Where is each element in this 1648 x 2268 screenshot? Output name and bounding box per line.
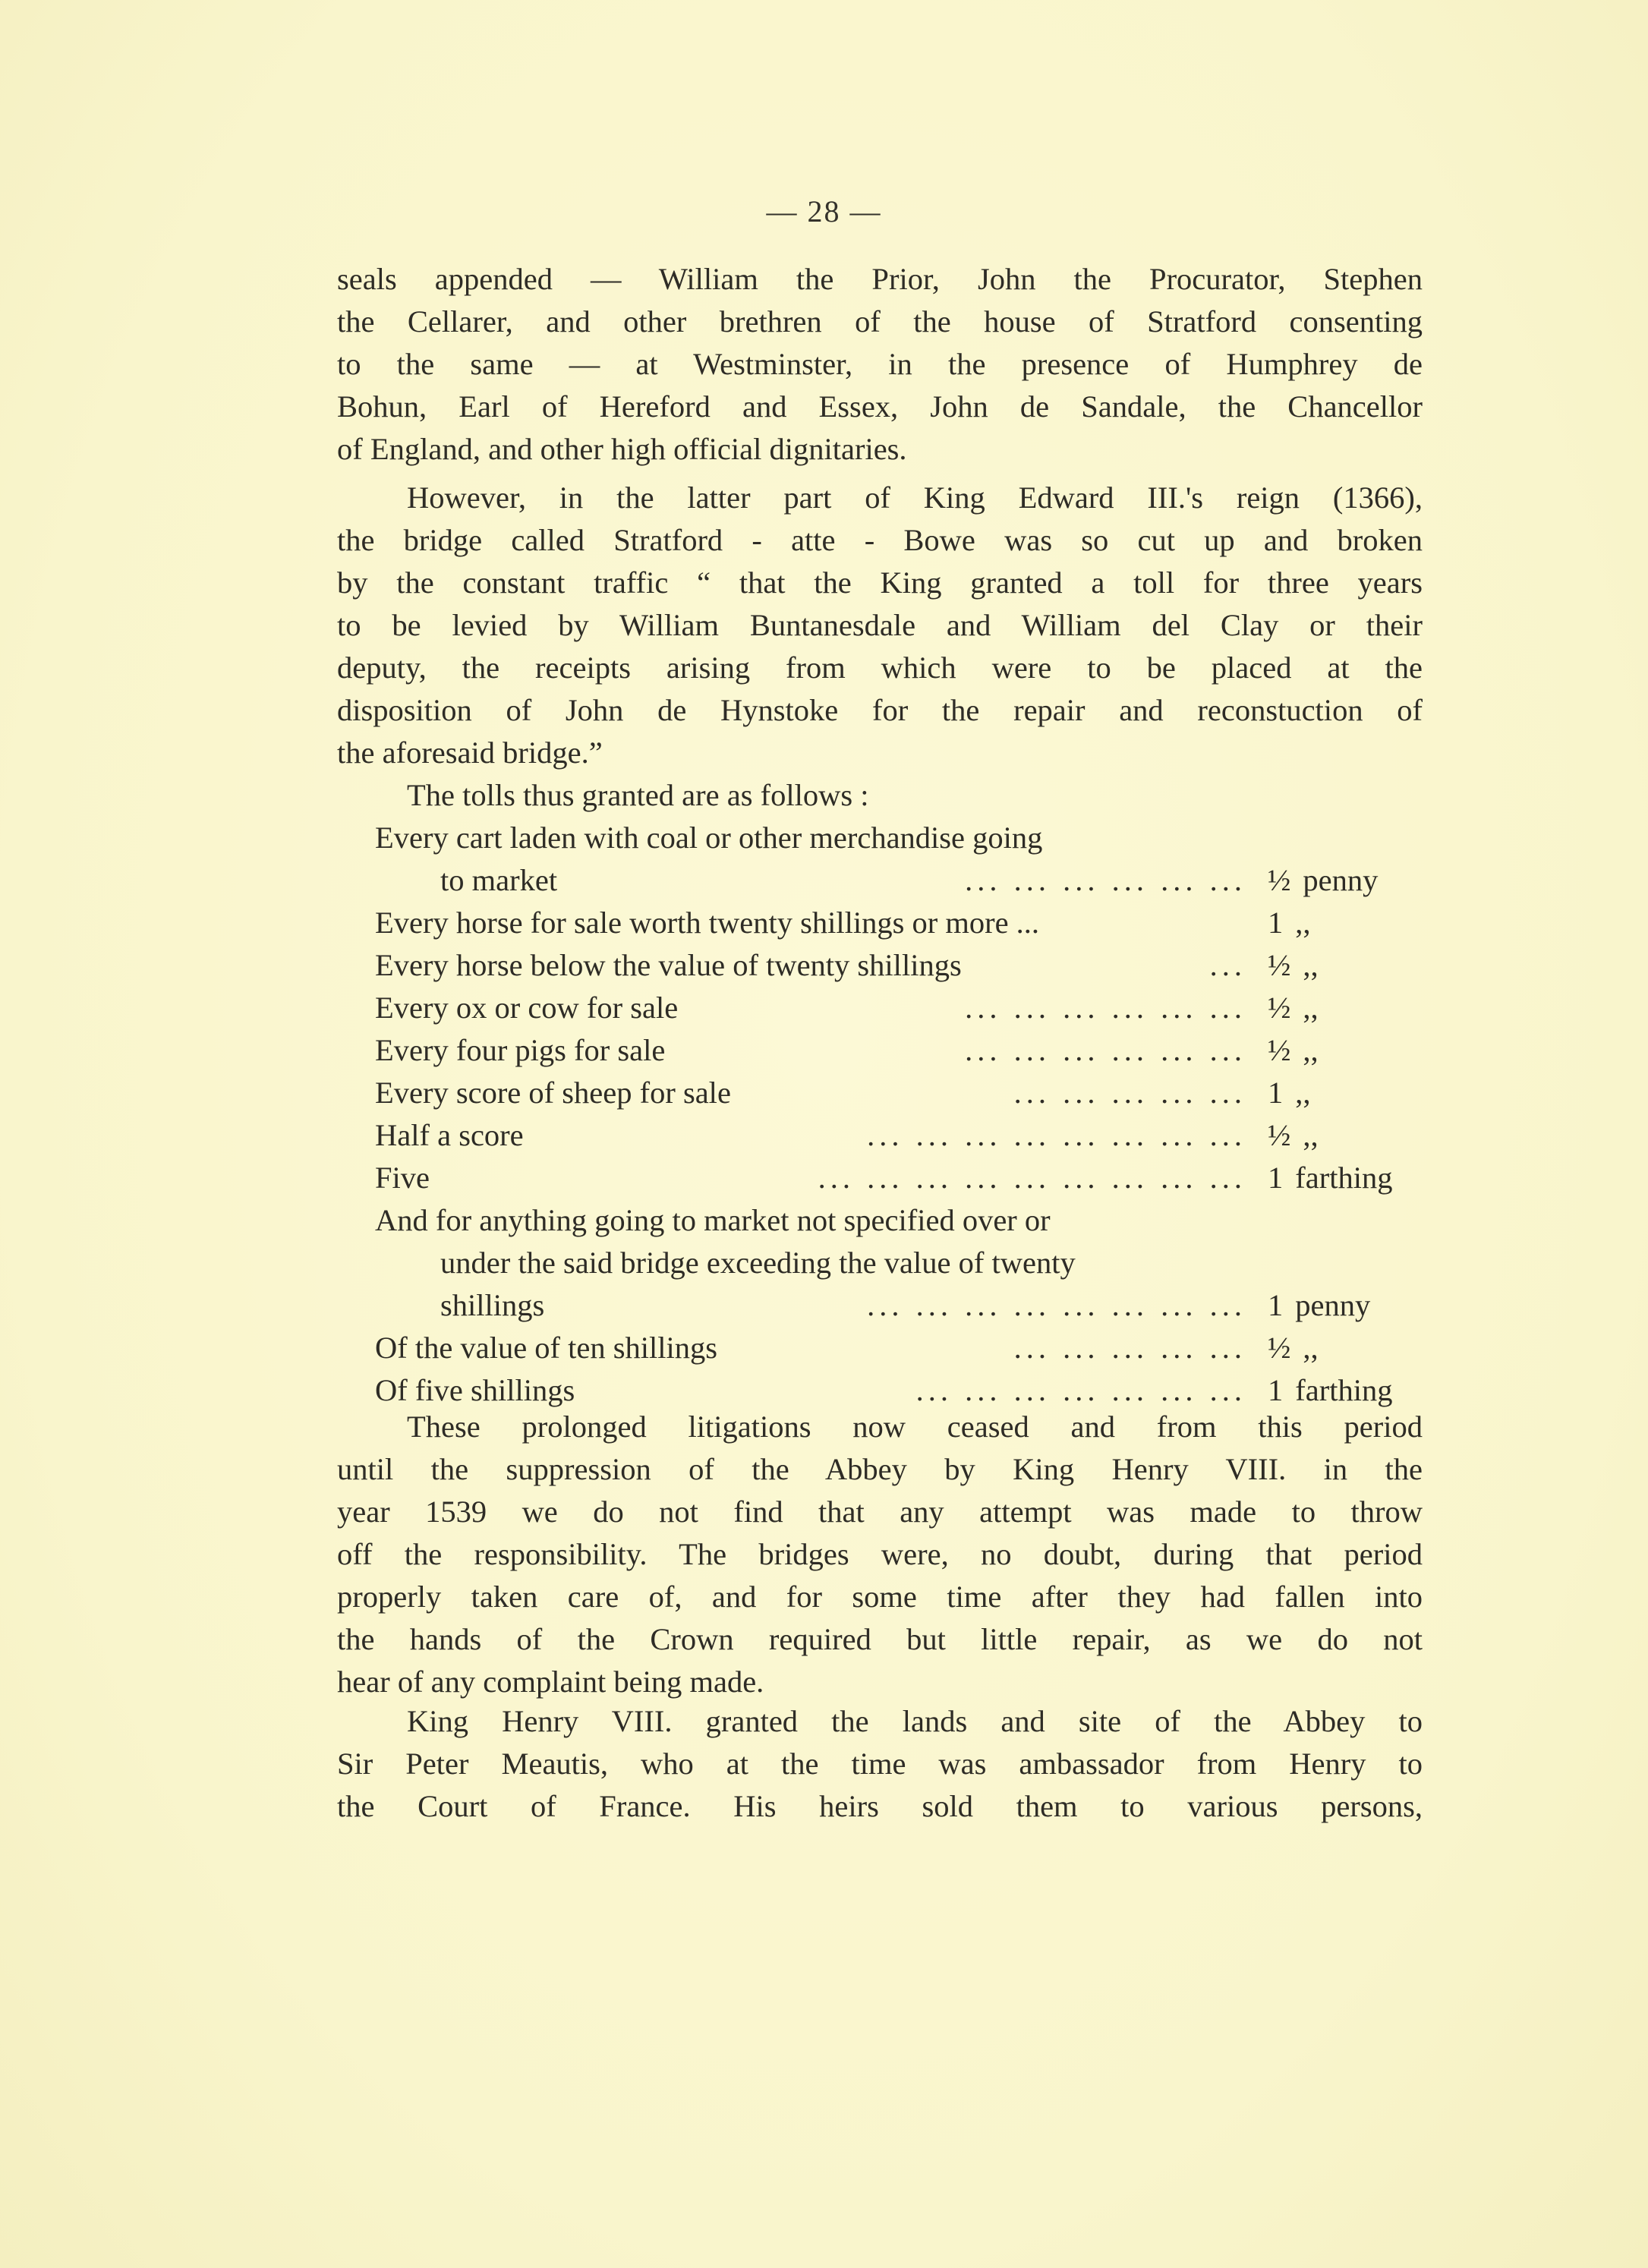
toll-unit: penny bbox=[1295, 1288, 1371, 1322]
text-line: disposition of John de Hynstoke for the repair and reconstuction of bbox=[337, 693, 1423, 727]
leader-dots: ... ... ... ... ... ... ... ... bbox=[867, 1288, 1246, 1322]
toll-unit: farthing bbox=[1295, 1161, 1393, 1195]
toll-row bbox=[375, 902, 1453, 944]
toll-item: Every horse below the value of twenty shillings bbox=[375, 948, 962, 982]
toll-amount bbox=[1268, 1072, 1311, 1114]
text-line: However, in the latter part of King Edward III.'s reign (1366), bbox=[407, 480, 1423, 515]
leader-dots: ... ... ... ... ... ... bbox=[965, 991, 1246, 1025]
toll-row bbox=[375, 1114, 1453, 1157]
toll-amount bbox=[1268, 944, 1319, 987]
toll-row bbox=[375, 1327, 1453, 1369]
toll-amount-value: 1 bbox=[1268, 1161, 1284, 1195]
page-number: — 28 — bbox=[766, 194, 882, 228]
toll-item: Half a score bbox=[375, 1118, 524, 1152]
toll-amount bbox=[1268, 1114, 1319, 1157]
toll-amount bbox=[1268, 1157, 1392, 1199]
leader-dots: ... ... ... ... ... ... ... ... ... bbox=[818, 1161, 1246, 1195]
toll-amount-value: 1 bbox=[1268, 1288, 1284, 1322]
toll-item: And for anything going to market not specified over or bbox=[375, 1203, 1051, 1237]
text-line: Bohun, Earl of Hereford and Essex, John de Sandale, the Chancellor bbox=[337, 389, 1423, 424]
toll-amount bbox=[1268, 902, 1311, 944]
toll-item: Of the value of ten shillings bbox=[375, 1331, 718, 1365]
text-line: by the constant traffic “ that the King granted a toll for three years bbox=[337, 565, 1423, 600]
toll-unit: penny bbox=[1303, 863, 1379, 897]
toll-item: Every ox or cow for sale bbox=[375, 991, 679, 1025]
toll-amount bbox=[1268, 1284, 1370, 1327]
toll-amount-value: 1 bbox=[1268, 1373, 1284, 1407]
text-line: to be levied by William Buntanesdale and William del Clay or their bbox=[337, 608, 1423, 642]
toll-row bbox=[375, 987, 1453, 1029]
toll-row bbox=[375, 1157, 1453, 1199]
leader-dots: ... bbox=[1209, 948, 1246, 982]
paragraph-4 bbox=[337, 1700, 1423, 1828]
text-line: the aforesaid bridge.” bbox=[337, 736, 603, 770]
toll-amount-value: ½ bbox=[1268, 1118, 1291, 1152]
paragraph-3 bbox=[337, 1406, 1423, 1703]
text-line: These prolonged litigations now ceased and from this period bbox=[407, 1410, 1423, 1444]
text-line: the hands of the Crown required but little repair, as we do not bbox=[337, 1622, 1423, 1656]
leader-dots: ... ... ... ... ... bbox=[1013, 1076, 1246, 1110]
leader-dots: ... ... ... ... ... ... ... bbox=[915, 1373, 1246, 1407]
toll-row bbox=[375, 944, 1453, 987]
toll-amount-value: ½ bbox=[1268, 1331, 1291, 1365]
text-line: of England, and other high official dignitaries. bbox=[337, 432, 907, 466]
toll-item: shillings bbox=[440, 1288, 545, 1322]
leader-dots: ... ... ... ... ... bbox=[1013, 1331, 1246, 1365]
toll-unit: ,, bbox=[1295, 906, 1311, 940]
paragraph-2 bbox=[337, 477, 1423, 774]
toll-item: Every horse for sale worth twenty shillings or more ... bbox=[375, 906, 1040, 940]
toll-item: Every four pigs for sale bbox=[375, 1033, 666, 1067]
toll-row bbox=[375, 1029, 1453, 1072]
tolls-table bbox=[375, 817, 1453, 1412]
toll-unit: ,, bbox=[1295, 1076, 1311, 1110]
text-line: Sir Peter Meautis, who at the time was ambassador from Henry to bbox=[337, 1747, 1423, 1781]
toll-amount bbox=[1268, 1029, 1319, 1072]
toll-item: to market bbox=[440, 863, 558, 897]
toll-item: Five bbox=[375, 1161, 430, 1195]
toll-unit: ,, bbox=[1303, 1033, 1319, 1067]
leader-dots: ... ... ... ... ... ... ... ... bbox=[867, 1118, 1246, 1152]
toll-amount-value: ½ bbox=[1268, 948, 1291, 982]
text-line: hear of any complaint being made. bbox=[337, 1665, 764, 1699]
toll-item: Every score of sheep for sale bbox=[375, 1076, 731, 1110]
text-line: King Henry VIII. granted the lands and site of the Abbey to bbox=[407, 1704, 1423, 1738]
text-line: the bridge called Stratford - atte - Bowe was so cut up and broken bbox=[337, 523, 1423, 557]
toll-amount-value: 1 bbox=[1268, 1076, 1284, 1110]
toll-amount bbox=[1268, 859, 1378, 902]
toll-amount-value: ½ bbox=[1268, 991, 1291, 1025]
leader-dots: ... ... ... ... ... ... bbox=[965, 863, 1246, 897]
toll-row bbox=[375, 1199, 1453, 1242]
text-line: deputy, the receipts arising from which were to be placed at the bbox=[337, 650, 1423, 685]
toll-amount-value: 1 bbox=[1268, 906, 1284, 940]
toll-amount bbox=[1268, 987, 1319, 1029]
text-line: year 1539 we do not find that any attempt was made to throw bbox=[337, 1495, 1423, 1529]
toll-unit: ,, bbox=[1303, 1118, 1319, 1152]
toll-item: Of five shillings bbox=[375, 1373, 575, 1407]
text-line: properly taken care of, and for some time after they had fallen into bbox=[337, 1580, 1423, 1614]
toll-row bbox=[375, 1072, 1453, 1114]
toll-item: Every cart laden with coal or other merchandise going bbox=[375, 821, 1043, 855]
toll-row bbox=[375, 1284, 1453, 1327]
toll-unit: ,, bbox=[1303, 991, 1319, 1025]
toll-amount bbox=[1268, 1327, 1319, 1369]
text-line: the Cellarer, and other brethren of the house of Stratford consenting bbox=[337, 304, 1423, 339]
toll-unit: farthing bbox=[1295, 1373, 1393, 1407]
toll-amount-value: ½ bbox=[1268, 1033, 1291, 1067]
text-line: until the suppression of the Abbey by King Henry VIII. in the bbox=[337, 1452, 1423, 1486]
toll-unit: ,, bbox=[1303, 948, 1319, 982]
toll-unit: ,, bbox=[1303, 1331, 1319, 1365]
paragraph-1 bbox=[337, 258, 1423, 471]
text-line: off the responsibility. The bridges were, no doubt, during that period bbox=[337, 1537, 1423, 1571]
toll-row bbox=[375, 1242, 1453, 1284]
toll-amount-value: ½ bbox=[1268, 863, 1291, 897]
toll-item: under the said bridge exceeding the value of twenty bbox=[440, 1246, 1076, 1280]
leader-dots: ... ... ... ... ... ... bbox=[965, 1033, 1246, 1067]
tolls-intro: The tolls thus granted are as follows : bbox=[407, 778, 869, 812]
text-line: to the same — at Westminster, in the presence of Humphrey de bbox=[337, 347, 1423, 381]
text-line: seals appended — William the Prior, John the Procurator, Stephen bbox=[337, 262, 1423, 296]
text-line: the Court of France. His heirs sold them to various persons, bbox=[337, 1789, 1423, 1823]
toll-row bbox=[375, 817, 1453, 859]
toll-row bbox=[375, 859, 1453, 902]
